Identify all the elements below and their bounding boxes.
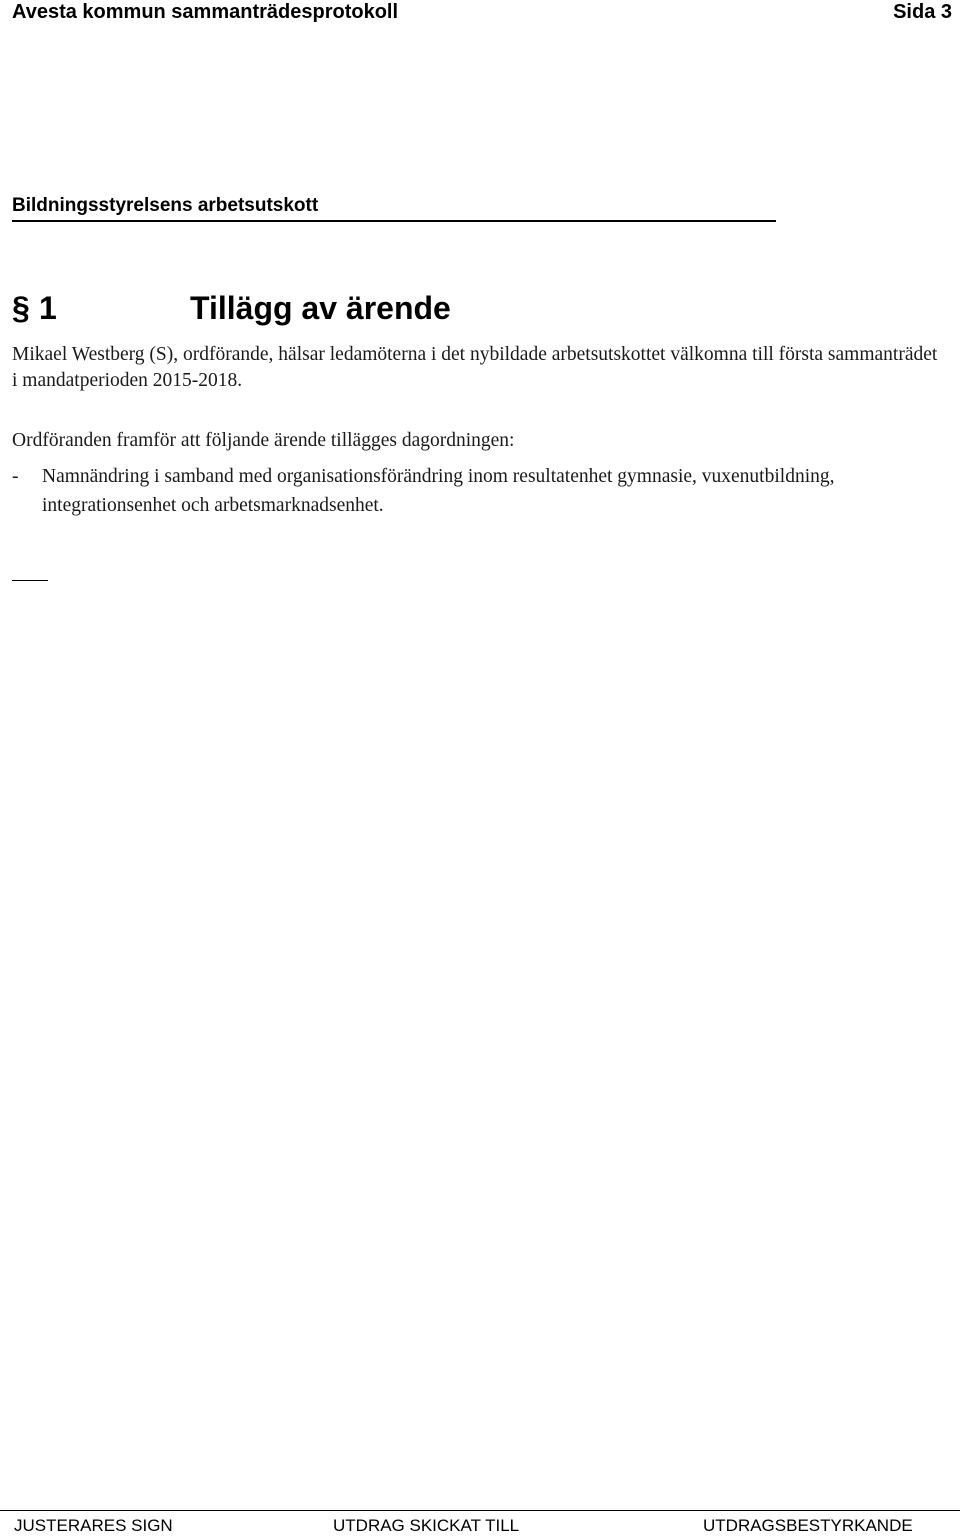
paragraph-welcome: Mikael Westberg (S), ordförande, hälsar ledamöterna i det nybildade arbetsutskottet välkomna till första sammanträdet i mandatperioden 2015-2018. (12, 344, 938, 391)
list-item (12, 462, 942, 520)
section-end-rule (12, 580, 48, 581)
section-title: Tillägg av ärende (190, 290, 451, 326)
paragraph-agenda-intro: Ordföranden framför att följande ärende tillägges dagordningen: (12, 430, 515, 451)
section-number: 1 (39, 290, 57, 326)
footer-justerares-sign: JUSTERARES SIGN (14, 1516, 173, 1535)
list-marker: - (12, 466, 19, 487)
paragraph-sign: § (12, 290, 30, 326)
committee-divider (12, 220, 776, 222)
document-header-title: Avesta kommun sammanträdesprotokoll (12, 1, 399, 23)
footer-utdrag-skickat: UTDRAG SKICKAT TILL (333, 1516, 520, 1535)
footer-utdragsbestyrkande: UTDRAGSBESTYRKANDE (703, 1516, 913, 1535)
page-number: Sida 3 (893, 1, 952, 23)
list-item-text: Namnändring i samband med organisationsförändring inom resultatenhet gymnasie, vuxenutbildning, integrationsenhet och arbetsmarknadsenhet. (42, 466, 835, 516)
committee-name: Bildningsstyrelsens arbetsutskott (12, 195, 319, 216)
footer-divider (0, 1510, 960, 1511)
